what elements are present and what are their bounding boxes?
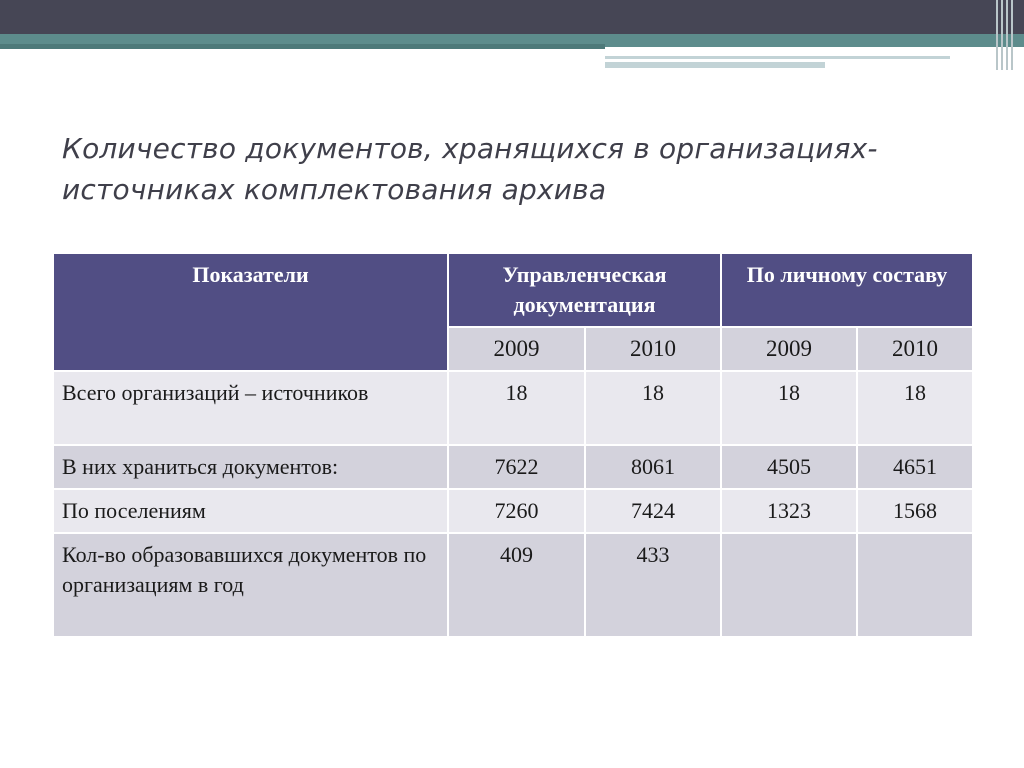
header-line-light bbox=[605, 56, 950, 59]
year-cell: 2009 bbox=[721, 327, 857, 371]
row-value: 7622 bbox=[448, 445, 585, 489]
row-label: В них храниться документов: bbox=[53, 445, 448, 489]
table-row bbox=[53, 533, 973, 637]
slide-title: Количество документов, хранящихся в организациях-источниках комплектования архива bbox=[62, 132, 878, 206]
table-row bbox=[53, 489, 973, 533]
row-value: 4651 bbox=[857, 445, 973, 489]
row-value: 7424 bbox=[585, 489, 721, 533]
header-personnel-docs: По личному составу bbox=[721, 253, 973, 327]
header-indicators: Показатели bbox=[53, 253, 448, 371]
row-value bbox=[721, 533, 857, 637]
row-label: Кол-во образовавшихся документов по организациям в год bbox=[53, 533, 448, 637]
table-row bbox=[53, 371, 973, 445]
header-band-dark bbox=[0, 0, 1024, 34]
year-cell: 2009 bbox=[448, 327, 585, 371]
row-value: 18 bbox=[585, 371, 721, 445]
header-management-docs: Управленческая документация bbox=[448, 253, 721, 327]
row-value: 409 bbox=[448, 533, 585, 637]
table-row bbox=[53, 445, 973, 489]
header-line-light-short bbox=[605, 62, 825, 68]
row-value: 4505 bbox=[721, 445, 857, 489]
year-cell: 2010 bbox=[585, 327, 721, 371]
year-cell: 2010 bbox=[857, 327, 973, 371]
header-band-light bbox=[605, 47, 1024, 53]
row-value: 1568 bbox=[857, 489, 973, 533]
row-label: По поселениям bbox=[53, 489, 448, 533]
row-value: 18 bbox=[857, 371, 973, 445]
row-value: 433 bbox=[585, 533, 721, 637]
row-label: Всего организаций – источников bbox=[53, 371, 448, 445]
decorative-stripes bbox=[994, 0, 1024, 70]
table-header-row bbox=[53, 253, 973, 327]
header-band-teal-accent bbox=[0, 44, 605, 49]
documents-table bbox=[52, 252, 974, 638]
row-value: 1323 bbox=[721, 489, 857, 533]
row-value: 8061 bbox=[585, 445, 721, 489]
row-value bbox=[857, 533, 973, 637]
row-value: 7260 bbox=[448, 489, 585, 533]
row-value: 18 bbox=[448, 371, 585, 445]
row-value: 18 bbox=[721, 371, 857, 445]
